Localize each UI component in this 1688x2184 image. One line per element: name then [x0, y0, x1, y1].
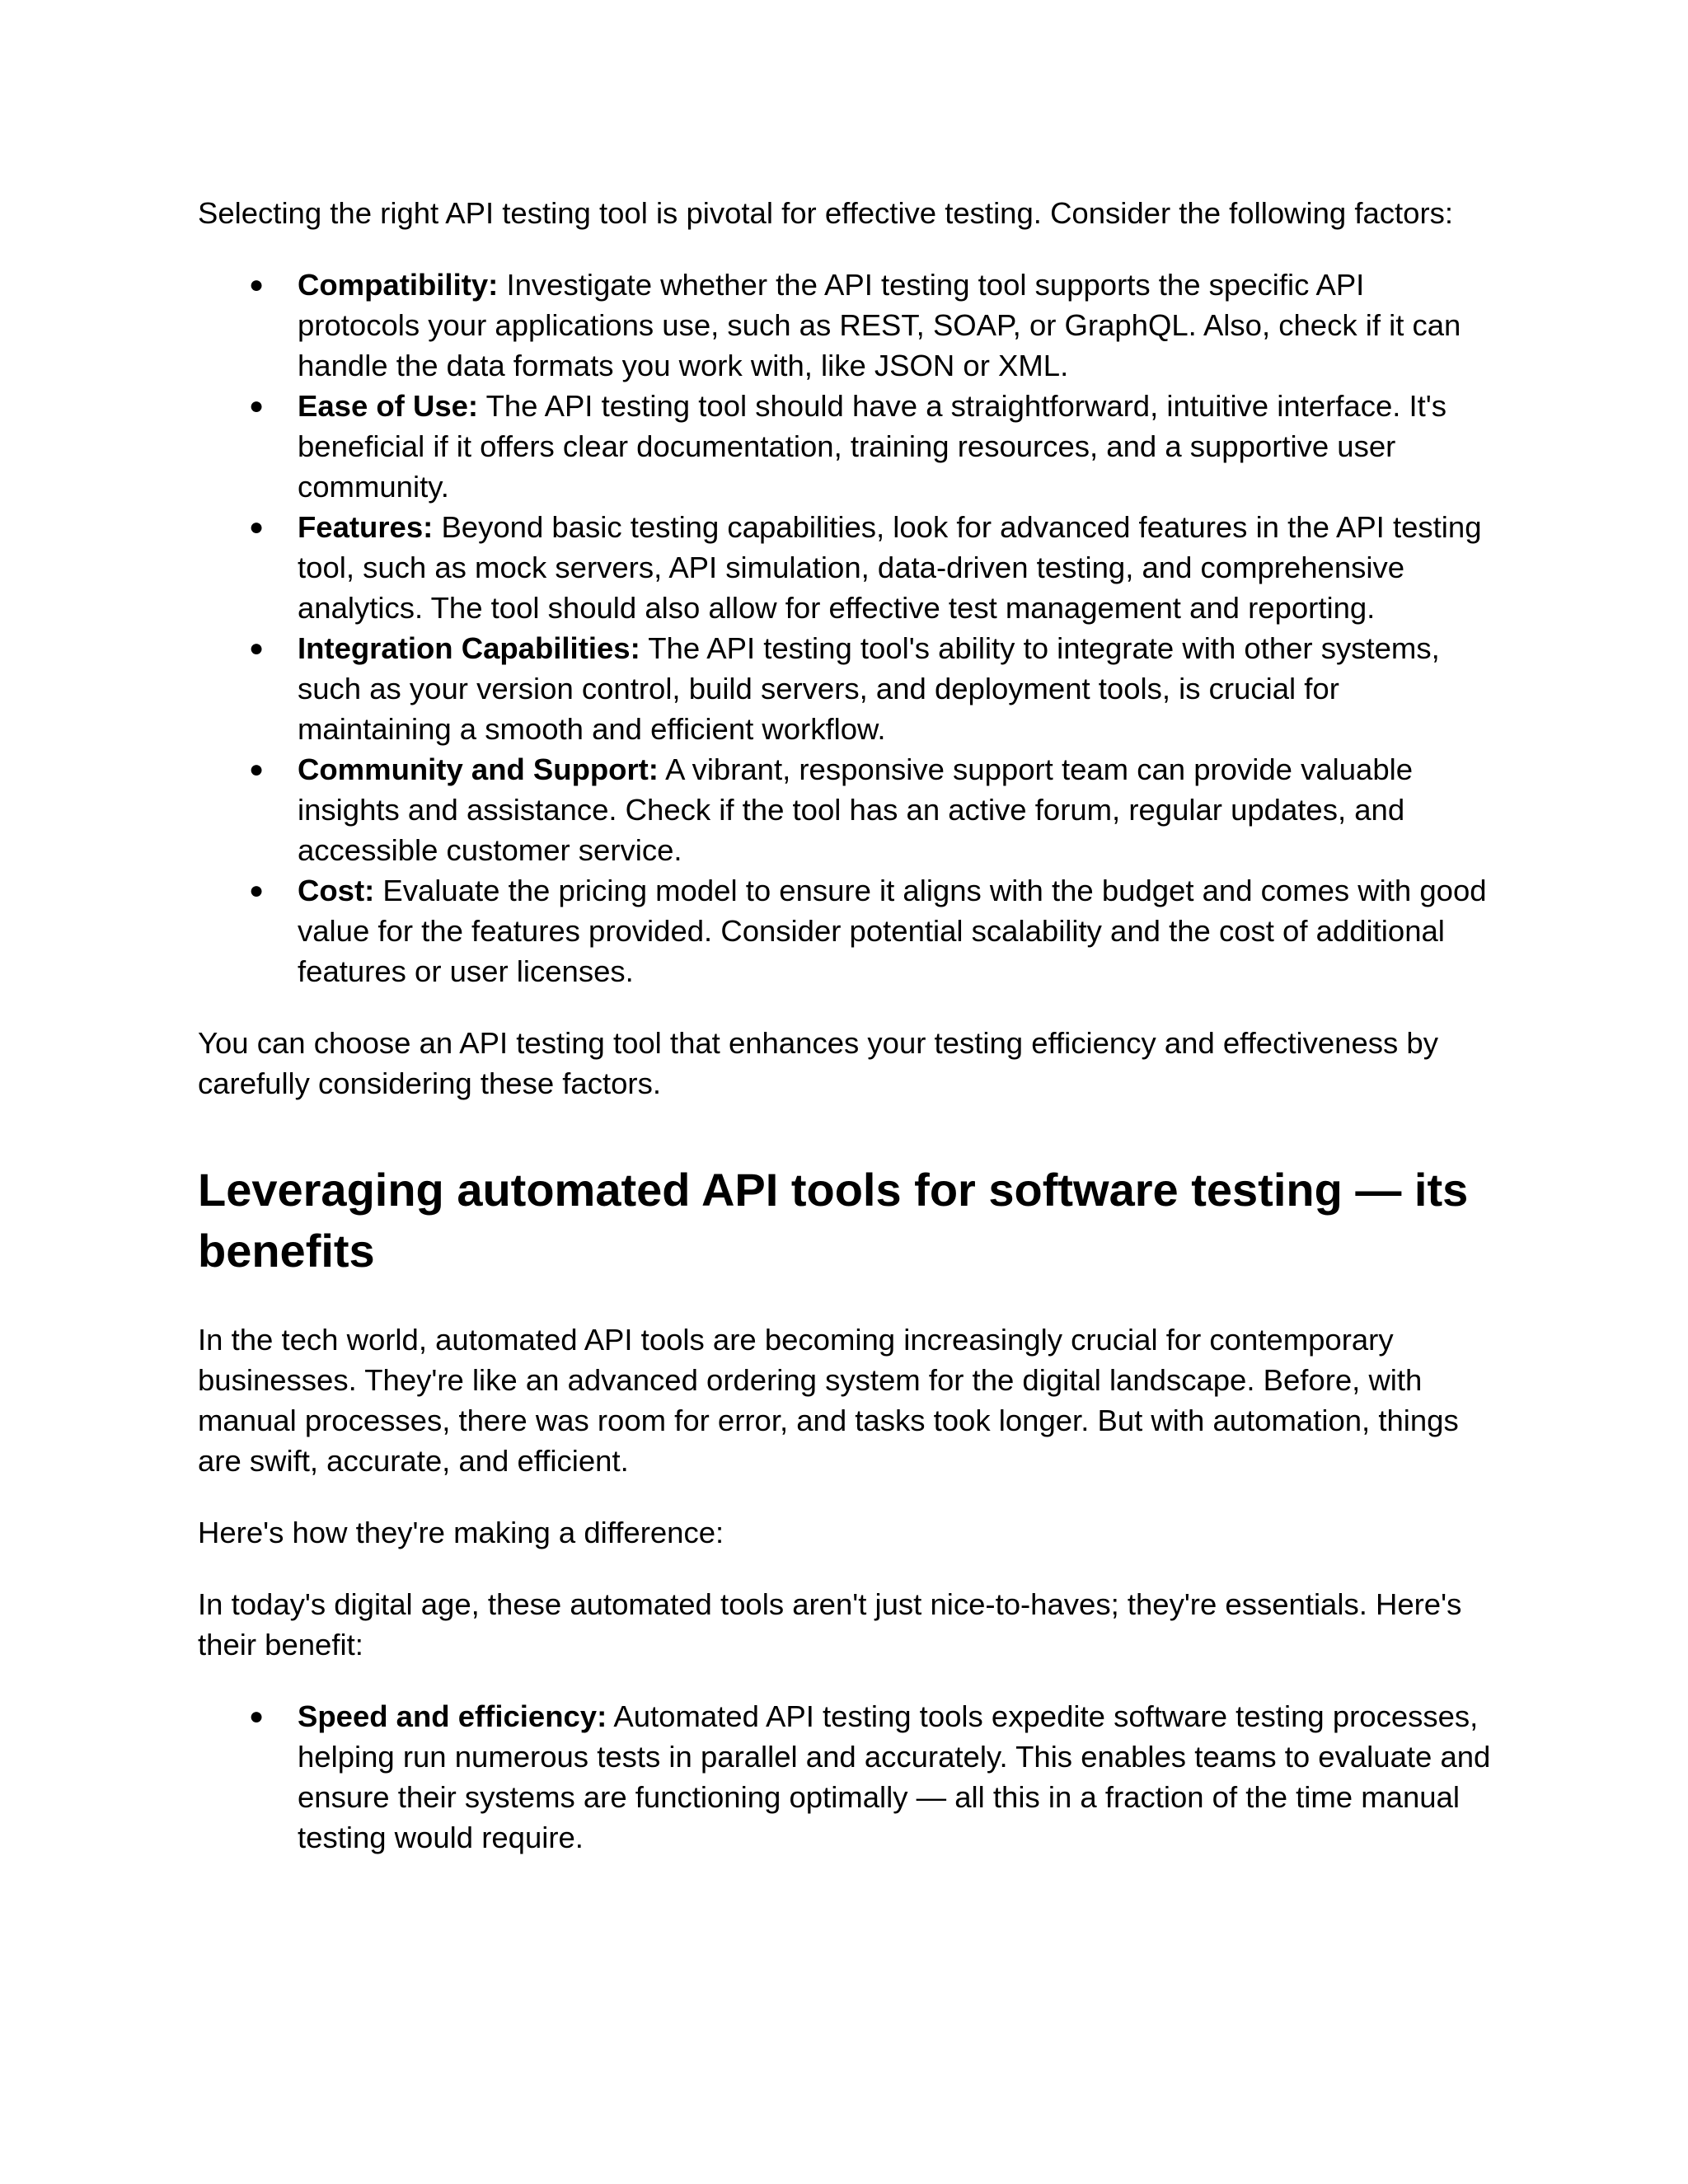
factor-term: Ease of Use: — [298, 389, 479, 423]
list-item — [198, 507, 1492, 628]
bullet-icon: ● — [249, 756, 265, 783]
list-item — [198, 1696, 1492, 1858]
list-item — [198, 749, 1492, 870]
body-paragraph: In today's digital age, these automated tools aren't just nice-to-haves; they're essentials. Here's their benefit: — [198, 1587, 1462, 1661]
factor-text: Beyond basic testing capabilities, look for advanced features in the API testing tool, such as mock servers, API simulation, data-driven testing, and comprehensive analytics. The tool should also allow for effective test management and reporting. — [298, 510, 1482, 625]
factor-text: Evaluate the pricing model to ensure it aligns with the budget and comes with good value for the features provided. Consider potential scalability and the cost of additional features or user licenses. — [298, 874, 1487, 988]
bullet-icon: ● — [249, 1703, 265, 1730]
section-heading: Leveraging automated API tools for software testing — its benefits — [198, 1164, 1469, 1277]
factor-term: Features: — [298, 510, 434, 544]
bullet-icon: ● — [249, 635, 265, 662]
factor-term: Compatibility: — [298, 268, 499, 302]
benefit-text: Automated API testing tools expedite software testing processes, helping run numerous tests in parallel and accurately. This enables teams to evaluate and ensure their systems are functioning optimally — all this in a fraction of the time manual testing would require. — [298, 1699, 1491, 1854]
summary-paragraph: You can choose an API testing tool that enhances your testing efficiency and effectiveness by carefully considering these factors. — [198, 1026, 1438, 1100]
factor-text: A vibrant, responsive support team can provide valuable insights and assistance. Check if the tool has an active forum, regular updates, and accessible customer service. — [298, 752, 1414, 867]
factor-term: Cost: — [298, 874, 375, 907]
bullet-icon: ● — [249, 877, 265, 904]
list-item — [198, 386, 1492, 507]
bullet-icon: ● — [249, 513, 265, 541]
bullet-icon: ● — [249, 271, 265, 298]
factor-text: The API testing tool's ability to integrate with other systems, such as your version control, build servers, and deployment tools, is crucial for maintaining a smooth and efficient workflow. — [298, 631, 1440, 746]
factor-text: The API testing tool should have a straightforward, intuitive interface. It's beneficial if it offers clear documentation, training resources, and a supportive user community. — [298, 389, 1447, 504]
factor-term: Integration Capabilities: — [298, 631, 640, 665]
list-item — [198, 628, 1492, 749]
body-paragraph: Here's how they're making a difference: — [198, 1516, 724, 1549]
document-page — [198, 193, 1492, 1889]
body-paragraph: In the tech world, automated API tools are becoming increasingly crucial for contemporary businesses. They're like an advanced ordering system for the digital landscape. Before, with manual processes, there was room for error, and tasks took longer. But with automation, things are swift, accurate, and efficient. — [198, 1323, 1459, 1478]
list-item — [198, 870, 1492, 991]
bullet-icon: ● — [249, 392, 265, 419]
intro-paragraph: Selecting the right API testing tool is pivotal for effective testing. Consider the following factors: — [198, 196, 1454, 230]
benefit-term: Speed and efficiency: — [298, 1699, 607, 1733]
factors-list — [198, 265, 1492, 991]
benefits-list — [198, 1696, 1492, 1858]
factor-text: Investigate whether the API testing tool supports the specific API protocols your applications use, such as REST, SOAP, or GraphQL. Also, check if it can handle the data formats you work with, like JSON or XML. — [298, 268, 1461, 382]
list-item — [198, 265, 1492, 386]
factor-term: Community and Support: — [298, 752, 659, 786]
